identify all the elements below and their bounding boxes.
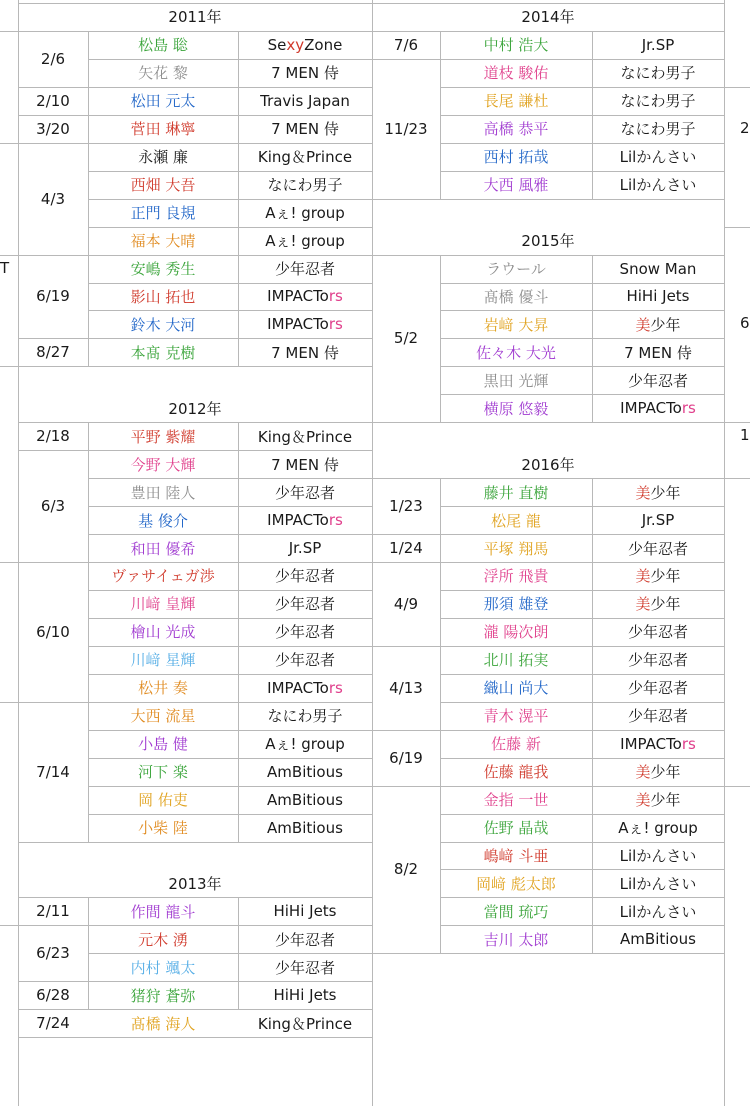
- unit-name: Se xy Zone: [267, 35, 343, 54]
- member-name: 西畑 大吾: [130, 176, 196, 195]
- grid-line: [18, 0, 19, 1106]
- unit-name: 7 MEN 侍: [271, 64, 339, 83]
- unit-name: Lilかんさい: [619, 176, 697, 195]
- date-cell: 4/13: [389, 678, 423, 697]
- unit-name: Jr.SP: [641, 35, 675, 54]
- date-cell: 6/3: [40, 497, 66, 516]
- date-cell: 6/19: [36, 287, 70, 306]
- member-name: 鈴木 大河: [130, 315, 196, 334]
- year-header: 2011年: [168, 8, 222, 27]
- unit-name: 少年忍者: [274, 958, 335, 977]
- date-cell: 2/10: [36, 91, 70, 110]
- unit-name: IMPACTo rs: [267, 287, 343, 306]
- member-name: 松田 元太: [130, 92, 196, 111]
- unit-name: 美 少年: [635, 763, 681, 782]
- unit-name: King＆Prince: [257, 1014, 353, 1033]
- unit-name: AmBitious: [267, 818, 343, 837]
- unit-name: 美 少年: [635, 483, 681, 502]
- date-cell: 4/3: [40, 189, 66, 208]
- grid-line: [0, 925, 18, 926]
- unit-name: HiHi Jets: [273, 902, 337, 921]
- member-name: 岩﨑 大昇: [483, 315, 549, 334]
- grid-line: [372, 199, 724, 200]
- unit-name: HiHi Jets: [626, 287, 690, 306]
- date-cell: 7/24: [36, 1014, 70, 1033]
- unit-name: 7 MEN 侍: [271, 120, 339, 139]
- unit-name: IMPACTo rs: [620, 734, 696, 753]
- date-cell: 6/10: [36, 622, 70, 641]
- member-name: 北川 拓実: [483, 651, 549, 670]
- member-name: 佐々木 大光: [476, 343, 556, 362]
- member-name: 基 俊介: [138, 511, 188, 530]
- grid-line: [0, 255, 18, 256]
- member-name: 小島 健: [138, 735, 188, 754]
- grid-line: [0, 366, 18, 367]
- date-cell: 3/20: [36, 119, 70, 138]
- member-name: 川﨑 皇輝: [130, 595, 196, 614]
- grid-line: [0, 562, 18, 563]
- year-header: 2015年: [521, 232, 575, 251]
- unit-name: Snow Man: [619, 259, 697, 278]
- grid-line: [592, 255, 593, 423]
- grid-line: [0, 702, 18, 703]
- member-name: 岡﨑 彪太郎: [476, 874, 556, 893]
- unit-name: 少年忍者: [627, 679, 688, 698]
- edge-fragment-left: T: [0, 258, 10, 277]
- member-name: 中村 浩大: [483, 36, 549, 55]
- member-name: 金指 一世: [483, 791, 549, 810]
- member-name: 佐藤 龍我: [483, 763, 549, 782]
- member-name: 吉川 太郎: [483, 930, 549, 949]
- member-name: 矢花 黎: [138, 64, 188, 83]
- date-cell: 6/23: [36, 944, 70, 963]
- grid-line: [0, 31, 18, 32]
- date-cell: 1/23: [389, 497, 423, 516]
- member-name: 今野 大輝: [130, 455, 196, 474]
- unit-name: 少年忍者: [627, 707, 688, 726]
- member-name: 岡 佑吏: [138, 791, 188, 810]
- member-name: 豊田 陸人: [130, 483, 196, 502]
- member-name: 内村 颯太: [130, 958, 196, 977]
- member-name: 佐藤 新: [491, 735, 541, 754]
- unit-name: AmBitious: [267, 790, 343, 809]
- unit-name: IMPACTo rs: [267, 315, 343, 334]
- unit-name: 美 少年: [635, 791, 681, 810]
- member-name: 長尾 謙杜: [483, 92, 549, 111]
- member-name: 猪狩 蒼弥: [130, 986, 196, 1005]
- member-name: 松島 聡: [138, 36, 188, 55]
- unit-name: 少年忍者: [274, 930, 335, 949]
- member-name: 横原 悠毅: [483, 399, 549, 418]
- unit-name: なにわ男子: [620, 120, 696, 139]
- member-name: 大西 風雅: [483, 176, 549, 195]
- member-name: 川﨑 星輝: [130, 651, 196, 670]
- grid-line: [440, 953, 724, 954]
- unit-name: King＆Prince: [257, 148, 353, 167]
- date-cell: 1/24: [389, 539, 423, 558]
- year-header: 2014年: [521, 8, 575, 27]
- unit-name: 7 MEN 侍: [624, 343, 692, 362]
- unit-name: HiHi Jets: [273, 986, 337, 1005]
- unit-name: 少年忍者: [274, 623, 335, 642]
- date-cell: 2/11: [36, 902, 70, 921]
- unit-name: Aぇ! group: [265, 735, 345, 754]
- unit-name: 美 少年: [635, 595, 681, 614]
- grid-line: [0, 143, 18, 144]
- member-name: 作間 龍斗: [130, 902, 196, 921]
- member-name: 檜山 光成: [130, 623, 196, 642]
- unit-name: 7 MEN 侍: [271, 343, 339, 362]
- edge-fragment-right: 2: [740, 118, 750, 137]
- edge-fragment-right: 1: [740, 426, 750, 445]
- unit-name: IMPACTo rs: [620, 399, 696, 418]
- date-cell: 8/27: [36, 343, 70, 362]
- member-name: 髙橋 優斗: [483, 287, 549, 306]
- grid-line: [18, 842, 372, 843]
- date-cell: 6/28: [36, 986, 70, 1005]
- grid-line: [238, 31, 239, 366]
- grid-line: [592, 478, 593, 953]
- member-name: 當間 琉巧: [483, 902, 549, 921]
- grid-line: [238, 897, 239, 1009]
- grid-line: [724, 227, 750, 228]
- member-name: 高橋 恭平: [483, 120, 549, 139]
- unit-name: 少年忍者: [627, 371, 688, 390]
- unit-name: なにわ男子: [267, 176, 343, 195]
- date-cell: 2/6: [40, 49, 66, 68]
- grid-line: [88, 897, 89, 1009]
- member-name: 松井 奏: [138, 679, 188, 698]
- year-header: 2013年: [168, 874, 222, 893]
- grid-line: [724, 0, 725, 1106]
- edge-fragment-right: 6: [740, 314, 750, 333]
- unit-name: 少年忍者: [627, 651, 688, 670]
- unit-name: 少年忍者: [627, 623, 688, 642]
- member-name: 和田 優希: [130, 539, 196, 558]
- grid-line: [440, 31, 441, 199]
- member-name: 瀧 陽次朗: [483, 623, 549, 642]
- grid-line: [18, 3, 724, 4]
- member-name: 大西 流星: [130, 707, 196, 726]
- grid-line: [88, 31, 89, 366]
- grid-line: [372, 953, 440, 954]
- unit-name: 7 MEN 侍: [271, 455, 339, 474]
- member-name: ラウール: [486, 260, 546, 279]
- unit-name: Aぇ! group: [265, 204, 345, 223]
- grid-line: [18, 1037, 88, 1038]
- grid-line: [372, 422, 724, 423]
- member-name: 西村 拓哉: [483, 148, 549, 167]
- grid-line: [88, 1037, 372, 1038]
- grid-line: [372, 0, 373, 1106]
- member-name: 正門 良規: [130, 204, 196, 223]
- unit-name: AmBitious: [620, 930, 696, 949]
- member-name: 平野 紫耀: [130, 427, 196, 446]
- unit-name: 少年忍者: [274, 260, 335, 279]
- grid-line: [440, 255, 441, 423]
- grid-line: [592, 31, 593, 199]
- date-cell: 2/18: [36, 427, 70, 446]
- member-name: 安嶋 秀生: [130, 260, 196, 279]
- unit-name: 少年忍者: [274, 595, 335, 614]
- unit-name: 少年忍者: [274, 567, 335, 586]
- grid-line: [18, 366, 372, 367]
- member-name: 那須 雄登: [483, 595, 549, 614]
- unit-name: 美 少年: [635, 567, 681, 586]
- member-name: 藤井 直樹: [483, 483, 549, 502]
- date-cell: 4/9: [393, 594, 419, 613]
- member-name: 本髙 克樹: [130, 343, 196, 362]
- date-cell: 6/19: [389, 748, 423, 767]
- member-name: 河下 楽: [138, 763, 188, 782]
- member-name: 黒田 光輝: [483, 371, 549, 390]
- date-cell: 5/2: [393, 329, 419, 348]
- date-cell: 7/14: [36, 762, 70, 781]
- member-name: 元木 湧: [138, 930, 188, 949]
- unit-name: Jr.SP: [288, 539, 322, 558]
- unit-name: Lilかんさい: [619, 902, 697, 921]
- unit-name: IMPACTo rs: [267, 511, 343, 530]
- unit-name: Lilかんさい: [619, 874, 697, 893]
- date-cell: 8/2: [393, 860, 419, 879]
- unit-name: Aぇ! group: [265, 232, 345, 251]
- grid-line: [724, 786, 750, 787]
- grid-line: [238, 422, 239, 841]
- member-name: 青木 滉平: [483, 707, 549, 726]
- unit-name: 少年忍者: [274, 483, 335, 502]
- member-name: 永瀬 廉: [138, 148, 188, 167]
- unit-name: Lilかんさい: [619, 148, 697, 167]
- unit-name: AmBitious: [267, 762, 343, 781]
- unit-name: Travis Japan: [260, 91, 350, 110]
- unit-name: IMPACTo rs: [267, 678, 343, 697]
- date-cell: 11/23: [384, 119, 428, 138]
- unit-name: 少年忍者: [627, 539, 688, 558]
- grid-line: [724, 87, 750, 88]
- member-name: 浮所 飛貴: [483, 567, 549, 586]
- unit-name: なにわ男子: [620, 64, 696, 83]
- member-name: 織山 尚大: [483, 679, 549, 698]
- unit-name: Jr.SP: [641, 511, 675, 530]
- year-header: 2012年: [168, 399, 222, 418]
- member-name: 影山 拓也: [130, 287, 196, 306]
- member-name: 菅田 琳寧: [130, 120, 196, 139]
- unit-name: 美 少年: [635, 315, 681, 334]
- member-name: 福本 大晴: [130, 232, 196, 251]
- unit-name: Aぇ! group: [618, 819, 698, 838]
- member-name: 佐野 晶哉: [483, 819, 549, 838]
- grid-line: [724, 478, 750, 479]
- member-name: ヴァサイェガ渉: [111, 567, 215, 586]
- member-name: 髙橋 海人: [130, 1014, 196, 1033]
- date-cell: 7/6: [393, 35, 419, 54]
- unit-name: なにわ男子: [620, 92, 696, 111]
- member-name: 嶋﨑 斗亜: [483, 846, 549, 865]
- year-header: 2016年: [521, 455, 575, 474]
- grid-line: [440, 478, 441, 953]
- unit-name: なにわ男子: [267, 707, 343, 726]
- member-name: 道枝 駿佑: [483, 64, 549, 83]
- grid-line: [724, 422, 750, 423]
- member-name: 松尾 龍: [491, 511, 541, 530]
- unit-name: 少年忍者: [274, 651, 335, 670]
- member-name: 平塚 翔馬: [483, 539, 549, 558]
- unit-name: Lilかんさい: [619, 846, 697, 865]
- grid-line: [88, 422, 89, 841]
- unit-name: King＆Prince: [257, 427, 353, 446]
- member-name: 小柴 陸: [138, 819, 188, 838]
